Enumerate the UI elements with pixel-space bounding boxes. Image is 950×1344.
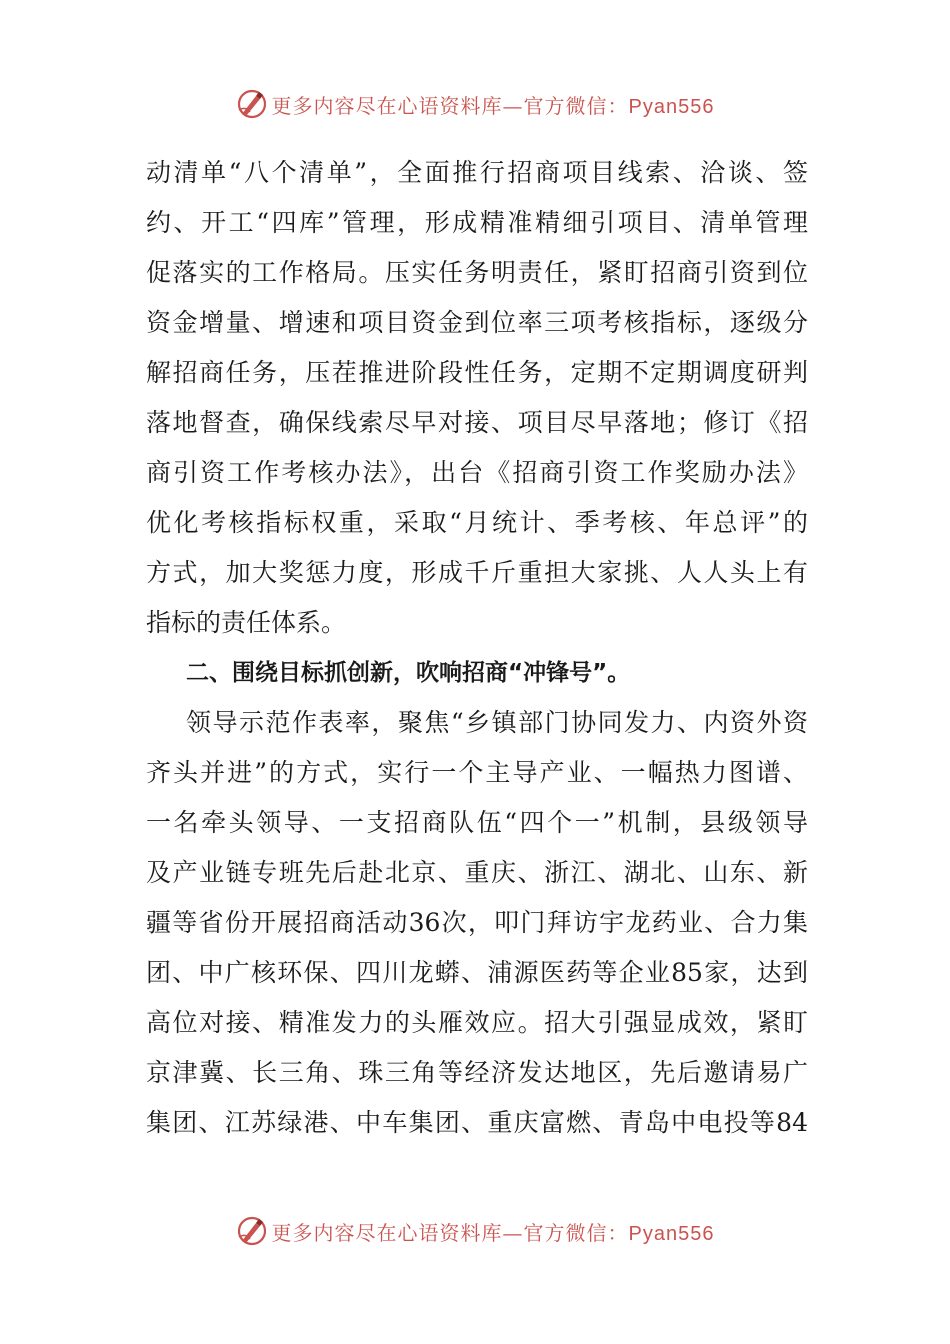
text-line: 团、中广核环保、四川龙蟒、浦源医药等企业85家，达到 (146, 958, 808, 987)
text-line: 动清单“八个清单”，全面推行招商项目线索、洽谈、签 (146, 158, 808, 187)
header-banner (0, 84, 950, 124)
text-line: 领导示范作表率，聚焦“乡镇部门协同发力、内资外资 (186, 708, 808, 737)
text-line: 促落实的工作格局。压实任务明责任，紧盯招商引资到位 (146, 258, 808, 287)
footer-banner (0, 1211, 950, 1251)
text-line: 方式，加大奖惩力度，形成千斤重担大家挑、人人头上有 (146, 558, 808, 587)
text-line: 及产业链专班先后赴北京、重庆、浙江、湖北、山东、新 (146, 858, 808, 887)
text-line: 一名牵头领导、一支招商队伍“四个一”机制，县级领导 (146, 808, 808, 837)
text-line: 落地督查，确保线索尽早对接、项目尽早落地；修订《招 (146, 408, 808, 437)
text-line: 商引资工作考核办法》，出台《招商引资工作奖励办法》 (146, 458, 808, 487)
text-line: 约、开工“四库”管理，形成精准精细引项目、清单管理 (146, 208, 808, 237)
text-line: 优化考核指标权重，采取“月统计、季考核、年总评”的 (146, 508, 808, 537)
header-text: 更多内容尽在心语资料库—官方微信：Pyan556 (271, 93, 715, 118)
footer-text: 更多内容尽在心语资料库—官方微信：Pyan556 (271, 1220, 715, 1245)
document-body (146, 148, 808, 1148)
section-heading: 二、围绕目标抓创新，吹响招商“冲锋号”。 (186, 660, 631, 686)
text-line: 解招商任务，压茬推进阶段性任务，定期不定期调度研判 (146, 358, 808, 387)
pen-logo-icon (236, 88, 268, 120)
pen-logo-icon (236, 1215, 268, 1247)
text-line: 高位对接、精准发力的头雁效应。招大引强显成效，紧盯 (146, 1008, 808, 1037)
text-line: 疆等省份开展招商活动36次，叩门拜访宇龙药业、合力集 (146, 908, 808, 937)
text-line: 指标的责任体系。 (146, 608, 347, 637)
text-line: 集团、江苏绿港、中车集团、重庆富燃、青岛中电投等84 (146, 1108, 808, 1137)
text-line: 京津冀、长三角、珠三角等经济发达地区，先后邀请易广 (146, 1058, 808, 1087)
text-line: 齐头并进”的方式，实行一个主导产业、一幅热力图谱、 (146, 758, 808, 787)
text-line: 资金增量、增速和项目资金到位率三项考核指标，逐级分 (146, 308, 808, 337)
